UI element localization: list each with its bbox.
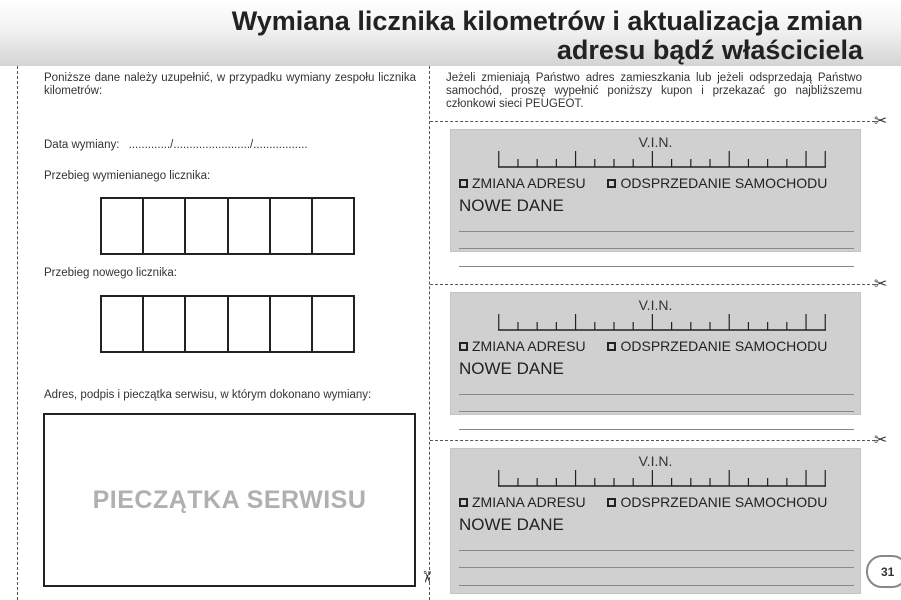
coupon bbox=[450, 448, 861, 594]
checkbox-address[interactable]: ZMIANA ADRESU bbox=[459, 494, 586, 510]
old-counter-boxes[interactable] bbox=[100, 197, 355, 255]
right-intro-text: Jeżeli zmieniają Państwo adres zamieszkania lub jeżeli odsprzedają Państwo samochód, proszę wypełnić poniższy kupon i przekazać go najbliższemu członkowi sieci PEUGEOT. bbox=[446, 72, 862, 110]
checkbox-address[interactable]: ZMIANA ADRESU bbox=[459, 338, 586, 354]
page-header bbox=[0, 0, 901, 66]
new-counter-boxes[interactable] bbox=[100, 295, 355, 353]
write-line[interactable] bbox=[459, 248, 854, 249]
coupon-cut-line-3 bbox=[430, 440, 875, 441]
digit-box[interactable] bbox=[102, 297, 144, 351]
scissors-icon: ✂ bbox=[417, 570, 437, 584]
checkbox-address[interactable]: ZMIANA ADRESU bbox=[459, 175, 586, 191]
checkbox-icon[interactable] bbox=[459, 179, 468, 188]
write-line[interactable] bbox=[459, 567, 854, 568]
write-line[interactable] bbox=[459, 411, 854, 412]
scissors-icon: ✂ bbox=[874, 274, 888, 293]
vin-ruler[interactable] bbox=[498, 151, 826, 168]
write-line[interactable] bbox=[459, 266, 854, 267]
stamp-placeholder-text: PIECZĄTKA SERWISU bbox=[92, 485, 367, 514]
service-stamp-box[interactable] bbox=[43, 413, 416, 587]
write-line[interactable] bbox=[459, 231, 854, 232]
digit-box[interactable] bbox=[186, 199, 228, 253]
left-cut-line bbox=[17, 66, 18, 600]
coupon bbox=[450, 292, 861, 415]
new-counter-label: Przebieg nowego licznika: bbox=[44, 267, 177, 279]
date-label: Data wymiany: bbox=[44, 139, 120, 151]
middle-cut-line bbox=[429, 66, 430, 600]
checkbox-sale[interactable]: ODSPRZEDANIE SAMOCHODU bbox=[607, 338, 827, 354]
page-number-badge: 31 bbox=[866, 555, 901, 588]
left-intro-text: Poniższe dane należy uzupełnić, w przypadku wymiany zespołu licznika kilometrów: bbox=[44, 72, 416, 97]
write-line[interactable] bbox=[459, 585, 854, 586]
digit-box[interactable] bbox=[271, 199, 313, 253]
scissors-icon: ✂ bbox=[874, 111, 888, 130]
new-data-label: NOWE DANE bbox=[459, 515, 564, 534]
date-field[interactable] bbox=[44, 139, 308, 151]
checkbox-icon[interactable] bbox=[459, 342, 468, 351]
new-data-label: NOWE DANE bbox=[459, 359, 564, 378]
digit-box[interactable] bbox=[186, 297, 228, 351]
title-line-1: Wymiana licznika kilometrów i aktualizacja zmian bbox=[231, 6, 863, 36]
coupon-cut-line-2 bbox=[430, 284, 875, 285]
title-line-2: adresu bądź właściciela bbox=[556, 35, 863, 65]
date-placeholder: ............./......................../................. bbox=[128, 139, 308, 151]
page-title bbox=[103, 7, 863, 65]
scissors-icon: ✂ bbox=[874, 430, 888, 449]
vin-label: V.I.N. bbox=[638, 134, 673, 150]
digit-box[interactable] bbox=[229, 199, 271, 253]
vin-label: V.I.N. bbox=[638, 453, 673, 469]
digit-box[interactable] bbox=[144, 297, 186, 351]
write-line[interactable] bbox=[459, 394, 854, 395]
checkbox-sale[interactable]: ODSPRZEDANIE SAMOCHODU bbox=[607, 494, 827, 510]
service-label: Adres, podpis i pieczątka serwisu, w którym dokonano wymiany: bbox=[44, 389, 372, 401]
coupon-cut-line-1 bbox=[430, 121, 875, 122]
write-line[interactable] bbox=[459, 429, 854, 430]
checkbox-icon[interactable] bbox=[607, 179, 616, 188]
digit-box[interactable] bbox=[102, 199, 144, 253]
digit-box[interactable] bbox=[271, 297, 313, 351]
checkbox-icon[interactable] bbox=[607, 498, 616, 507]
new-data-label: NOWE DANE bbox=[459, 196, 564, 215]
digit-box[interactable] bbox=[313, 297, 353, 351]
digit-box[interactable] bbox=[229, 297, 271, 351]
checkbox-icon[interactable] bbox=[459, 498, 468, 507]
checkbox-icon[interactable] bbox=[607, 342, 616, 351]
write-line[interactable] bbox=[459, 550, 854, 551]
vin-ruler[interactable] bbox=[498, 314, 826, 331]
old-counter-label: Przebieg wymienianego licznika: bbox=[44, 170, 211, 182]
digit-box[interactable] bbox=[313, 199, 353, 253]
checkbox-sale[interactable]: ODSPRZEDANIE SAMOCHODU bbox=[607, 175, 827, 191]
coupon bbox=[450, 129, 861, 252]
vin-label: V.I.N. bbox=[638, 297, 673, 313]
vin-ruler[interactable] bbox=[498, 470, 826, 487]
digit-box[interactable] bbox=[144, 199, 186, 253]
